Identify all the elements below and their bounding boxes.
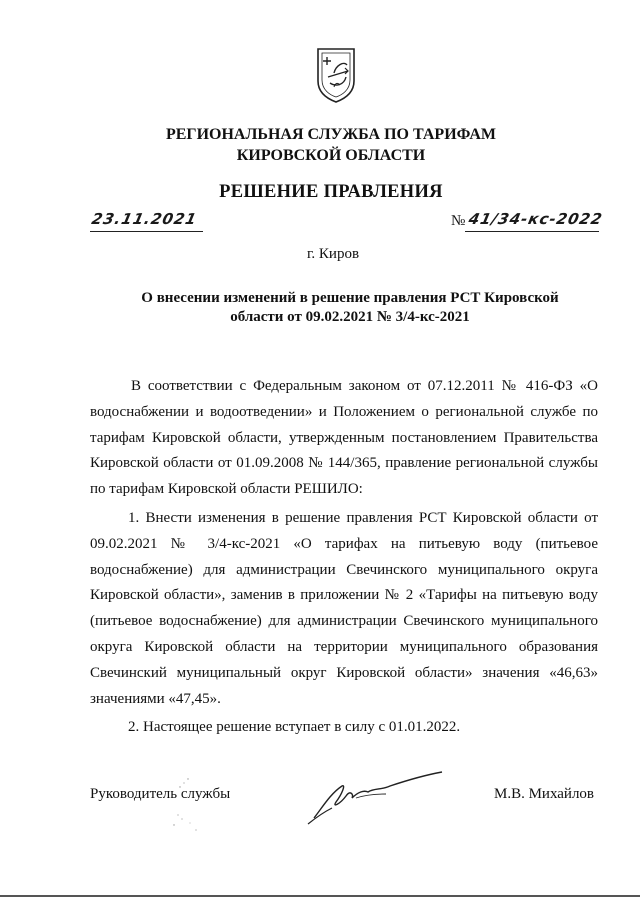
decision-date: 23.11.2021 (90, 210, 199, 228)
organization-name-line1: РЕГИОНАЛЬНАЯ СЛУЖБА ПО ТАРИФАМ (165, 126, 497, 143)
coat-of-arms-icon (314, 47, 358, 103)
signatory-position: Руководитель службы (90, 786, 231, 802)
subject-line2: области от 09.02.2021 № 3/4-кс-2021 (230, 309, 470, 325)
decision-item-2: 2. Настоящее решение вступает в силу с 01.01.2022. (128, 719, 461, 735)
number-sign: № (451, 213, 466, 229)
date-underline (90, 231, 203, 232)
city: г. Киров (306, 246, 360, 262)
preamble-paragraph: В соответствии с Федеральным законом от 07.12.2011 № 416-ФЗ «О водоснабжении и водоотведении» и Положением о региональной службе по тарифам Кировской области, утвержденным постановлением Правительства Кировской области от 01.09.2008 № 144/365, правление региональной службы по тарифам Кировской области РЕШИЛО: (90, 378, 598, 498)
number-underline (465, 231, 599, 232)
document-subject (120, 289, 580, 327)
decision-number: 41/34-кс-2022 (467, 210, 605, 228)
stamp-trace (160, 775, 220, 835)
page-bottom-edge (0, 895, 640, 897)
document-title: РЕШЕНИЕ ПРАВЛЕНИЯ (219, 182, 443, 202)
signatory-name: М.В. Михайлов (494, 786, 595, 802)
decision-item-1: 1. Внести изменения в решение правления РСТ Кировской области от 09.02.2021 № 3/4-кс-2021 «О тарифах на питьевую воду (питьевое водоснабжение) для администрации Свечинского муниципального округа Кировской области», заменив в приложении № 2 «Тарифы на питьевую воду (питьевое водоснабжение) для администрации Свечинского муниципального округа Кировской области на территории муниципального образования Свечинский муниципальный округ Кировской области» значения «46,63» значениями «47,45». (90, 510, 598, 707)
organization-name-line2: КИРОВСКОЙ ОБЛАСТИ (236, 147, 426, 164)
handwritten-signature (302, 768, 452, 830)
subject-line1: О внесении изменений в решение правления РСТ Кировской (141, 290, 559, 306)
